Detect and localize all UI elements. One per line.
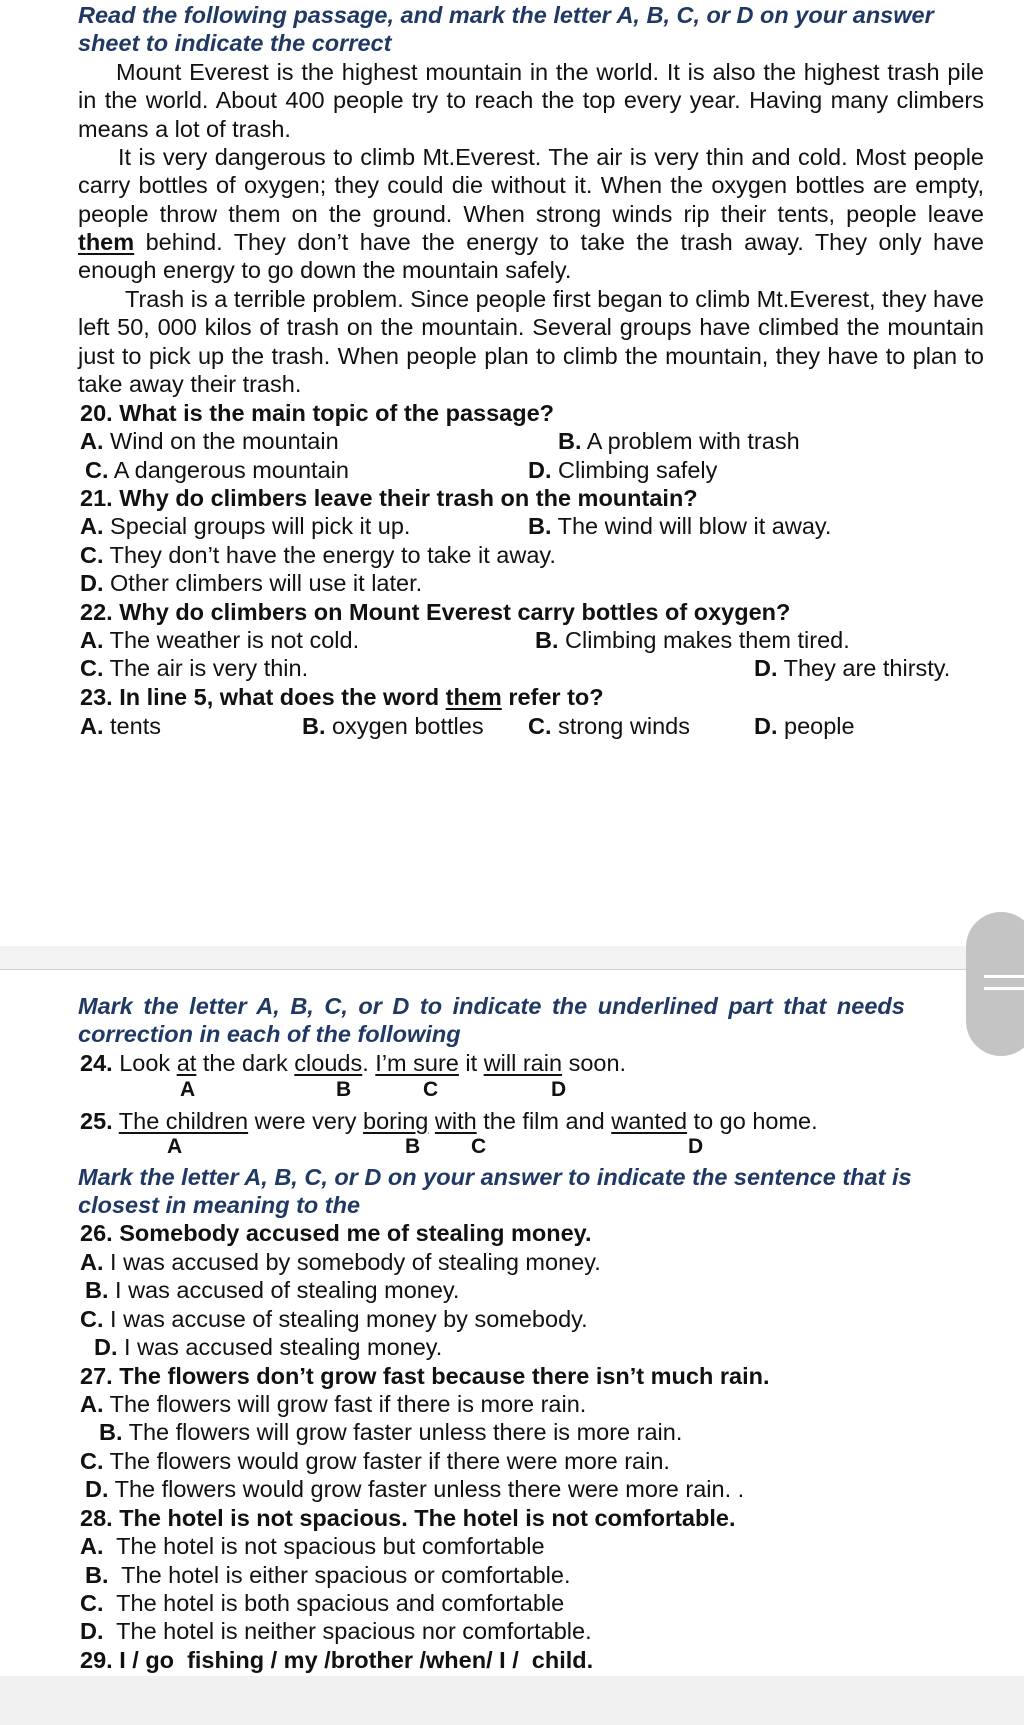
reading-instruction-line1: Read the following passage, and mark the letter A, B, C, or D on your answer [78,2,934,28]
q28-option-b: B. The hotel is either spacious or comfortable. [85,1562,571,1588]
question-23: 23. In line 5, what does the word them refer to? [80,684,604,710]
q25-label-c: C [471,1135,487,1158]
q25-label-b: B [405,1135,421,1158]
question-24: 24. Look at the dark clouds. I’m sure it will rain soon. [80,1050,627,1076]
q23-option-d: D. people [754,713,855,739]
q20-option-b: B. A problem with trash [558,428,800,454]
grip-line-icon [984,987,1024,990]
bottom-bar [0,1676,1024,1725]
q20-option-d: D. Climbing safely [528,457,718,483]
q20-option-c: C. A dangerous mountain [85,457,349,483]
q21-option-c: C. They don’t have the energy to take it away. [80,542,556,568]
q21-option-d: D. Other climbers will use it later. [80,570,423,596]
q27-option-b: B. The flowers will grow faster unless there is more rain. [99,1419,683,1445]
question-27: 27. The flowers don’t grow fast because there isn’t much rain. [80,1363,770,1389]
passage-paragraph-2: It is very dangerous to climb Mt.Everest. The air is very thin and cold. Most people carry bottles of oxygen; they could die without it. When the oxygen bottles are empty, people throw them on the ground. When strong winds rip their tents, people leave them behind. They don’t have the energy to take the trash away. They only have enough energy to go down the mountain safely. [78,144,984,284]
q28-option-a: A. The hotel is not spacious but comfortable [80,1533,545,1559]
scroll-handle[interactable] [966,912,1024,1056]
q21-option-a: A. Special groups will pick it up. [80,513,411,539]
q24-label-a: A [180,1078,196,1101]
q23-option-b: B. oxygen bottles [302,713,484,739]
meaning-instruction-line1: Mark the letter A, B, C, or D on your answer to indicate the sentence that is [78,1164,912,1190]
reading-instruction-line2: sheet to indicate the correct [78,30,392,56]
meaning-instruction-line2: closest in meaning to the [78,1192,361,1218]
q23-option-c: C. strong winds [528,713,690,739]
q24-label-b: B [336,1078,352,1101]
passage-paragraph-3: Trash is a terrible problem. Since people first began to climb Mt.Everest, they have left 50, 000 kilos of trash on the mountain. Several groups have climbed the mountain just to pick up the trash. When people plan to climb the mountain, they have to plan to take away their trash. [78,286,984,397]
q26-option-d: D. I was accused stealing money. [94,1334,443,1360]
question-22: 22. Why do climbers on Mount Everest carry bottles of oxygen? [80,599,791,625]
question-20: 20. What is the main topic of the passage? [80,400,555,426]
q22-option-d: D. They are thirsty. [754,655,951,681]
page-gap [0,946,1024,970]
question-26: 26. Somebody accused me of stealing money. [80,1220,592,1246]
q25-label-a: A [167,1135,183,1158]
q22-option-c: C. The air is very thin. [80,655,309,681]
question-21: 21. Why do climbers leave their trash on the mountain? [80,485,698,511]
correction-instruction-line1: Mark the letter A, B, C, or D to indicate the underlined part that needs [78,993,905,1019]
q20-option-a: A. Wind on the mountain [80,428,339,454]
passage-paragraph-1: Mount Everest is the highest mountain in the world. It is also the highest trash pile in the world. About 400 people try to reach the top every year. Having many climbers means a lot of trash. [78,59,984,142]
underlined-them-q23: them [445,684,502,710]
grip-line-icon [984,975,1024,978]
question-25: 25. The children were very boring with the film and wanted to go home. [80,1108,818,1134]
q26-option-b: B. I was accused of stealing money. [85,1277,460,1303]
q21-option-b: B. The wind will blow it away. [528,513,832,539]
question-28: 28. The hotel is not spacious. The hotel is not comfortable. [80,1505,736,1531]
q27-option-a: A. The flowers will grow fast if there is more rain. [80,1391,587,1417]
q27-option-c: C. The flowers would grow faster if there were more rain. [80,1448,670,1474]
q28-option-d: D. The hotel is neither spacious nor comfortable. [80,1618,592,1644]
question-29: 29. I / go fishing / my /brother /when/ I / child. [80,1647,594,1673]
q26-option-c: C. I was accuse of stealing money by somebody. [80,1306,588,1332]
q28-option-c: C. The hotel is both spacious and comfortable [80,1590,565,1616]
q25-label-d: D [688,1135,704,1158]
q22-option-a: A. The weather is not cold. [80,627,360,653]
q23-option-a: A. tents [80,713,161,739]
q27-option-d: D. The flowers would grow faster unless there were more rain. . [85,1476,745,1502]
q26-option-a: A. I was accused by somebody of stealing money. [80,1249,601,1275]
q22-option-b: B. Climbing makes them tired. [535,627,850,653]
correction-instruction-line2: correction in each of the following [78,1021,461,1047]
q24-label-d: D [551,1078,567,1101]
q24-label-c: C [423,1078,439,1101]
underlined-them: them [78,228,135,255]
page-divider-bottom [0,969,1024,970]
